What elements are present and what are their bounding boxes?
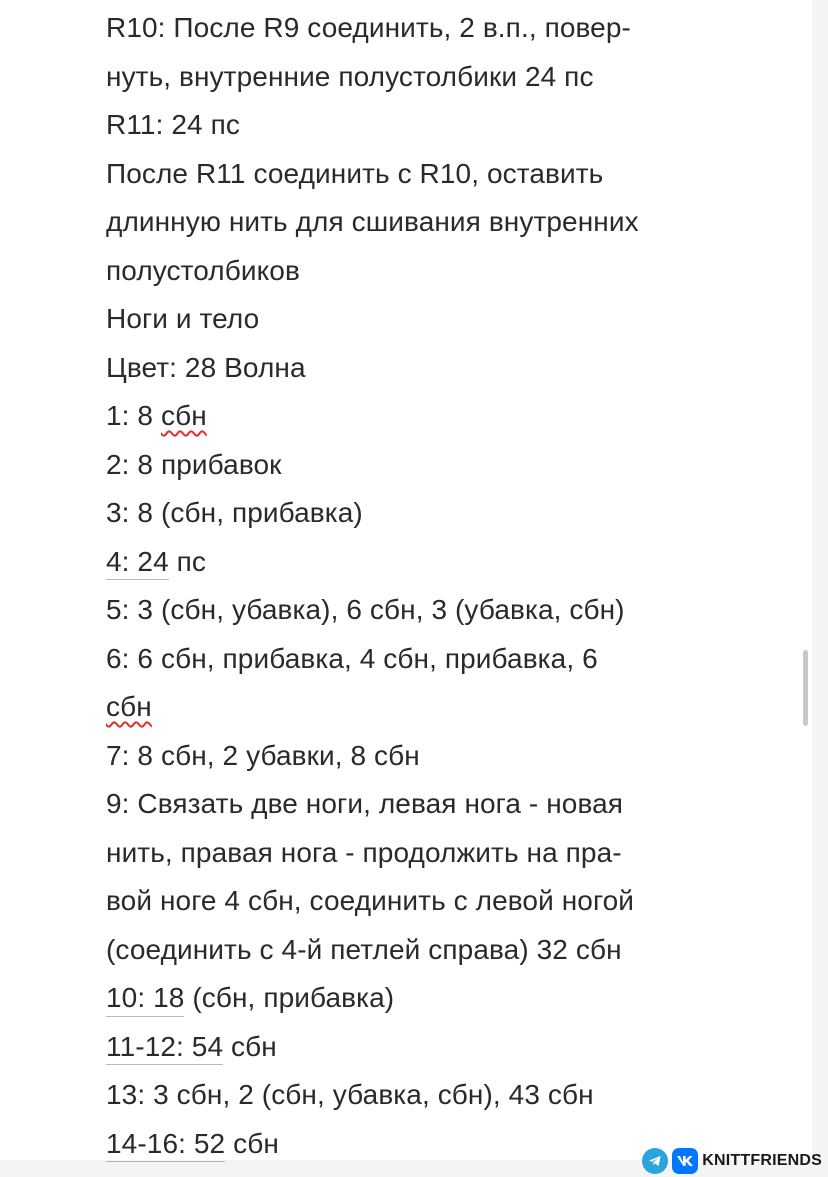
text-span: 1: 8 <box>106 400 161 431</box>
text-line <box>106 829 806 878</box>
vk-icon <box>672 1148 698 1174</box>
pattern-text <box>106 4 806 1168</box>
text-line <box>106 635 806 684</box>
underlined-span: 14-16: 52 <box>106 1127 225 1163</box>
text-span: 3: 8 (сбн, прибавка) <box>106 497 363 528</box>
text-span: (соединить с 4-й петлей справа) 32 сбн <box>106 933 622 965</box>
text-line <box>106 732 806 781</box>
text-line <box>106 780 806 829</box>
text-span: (сбн, прибавка) <box>184 982 395 1013</box>
text-line <box>106 586 806 635</box>
text-line <box>106 4 806 53</box>
watermark <box>642 1148 822 1174</box>
text-line <box>106 877 806 926</box>
text-line <box>106 489 806 538</box>
text-span: сбн <box>223 1030 277 1062</box>
text-span: 5: 3 (сбн, убавка), 6 сбн, 3 (убавка, сбн) <box>106 594 625 625</box>
text-span: R11: 24 пс <box>106 109 240 140</box>
text-span: Ноги и тело <box>106 303 260 334</box>
text-line <box>106 53 806 102</box>
spellcheck-word[interactable]: сбн <box>106 691 152 722</box>
text-span: сбн <box>225 1127 279 1159</box>
text-line <box>106 1071 806 1120</box>
underlined-span: 10: 18 <box>106 981 184 1017</box>
text-span: нуть, внутренние полустолбики 24 пс <box>106 60 594 92</box>
text-line <box>106 926 806 975</box>
watermark-text: KNITTFRIENDS <box>702 1152 822 1169</box>
text-line <box>106 974 806 1023</box>
text-span: 2: 8 прибавок <box>106 448 282 480</box>
text-line <box>106 198 806 247</box>
text-span: 13: 3 сбн, 2 (сбн, убавка, сбн), 43 сбн <box>106 1079 594 1110</box>
text-span: R10: После R9 соединить, 2 в.п., повер- <box>106 12 631 43</box>
text-line <box>106 150 806 199</box>
text-line <box>106 538 806 587</box>
underlined-span: 11-12: 54 <box>106 1030 223 1066</box>
telegram-icon <box>642 1148 668 1174</box>
text-line <box>106 247 806 296</box>
text-span: длинную нить для сшивания внутренних <box>106 206 639 237</box>
section-heading <box>106 295 806 344</box>
text-span: нить, правая нога - продолжить на пра- <box>106 836 622 868</box>
text-line <box>106 392 806 441</box>
text-span: 7: 8 сбн, 2 убавки, 8 сбн <box>106 739 420 771</box>
text-line <box>106 1023 806 1072</box>
spellcheck-word[interactable]: сбн <box>160 400 207 431</box>
text-span: После R11 соединить с R10, оставить <box>106 157 604 189</box>
scrollbar-thumb[interactable] <box>803 650 808 726</box>
text-line <box>106 441 806 490</box>
text-span: Цвет: 28 Волна <box>106 351 306 383</box>
text-line <box>106 101 806 150</box>
text-line <box>106 344 806 393</box>
underlined-span: 4: 24 <box>106 545 169 581</box>
text-line <box>106 683 806 732</box>
text-span: вой ноге 4 сбн, соединить с левой ногой <box>106 885 635 916</box>
text-span: пс <box>168 545 207 577</box>
text-span: 9: Связать две ноги, левая нога - новая <box>106 788 624 819</box>
text-span: полустолбиков <box>106 254 300 286</box>
text-span: 6: 6 сбн, прибавка, 4 сбн, прибавка, 6 <box>106 642 598 674</box>
